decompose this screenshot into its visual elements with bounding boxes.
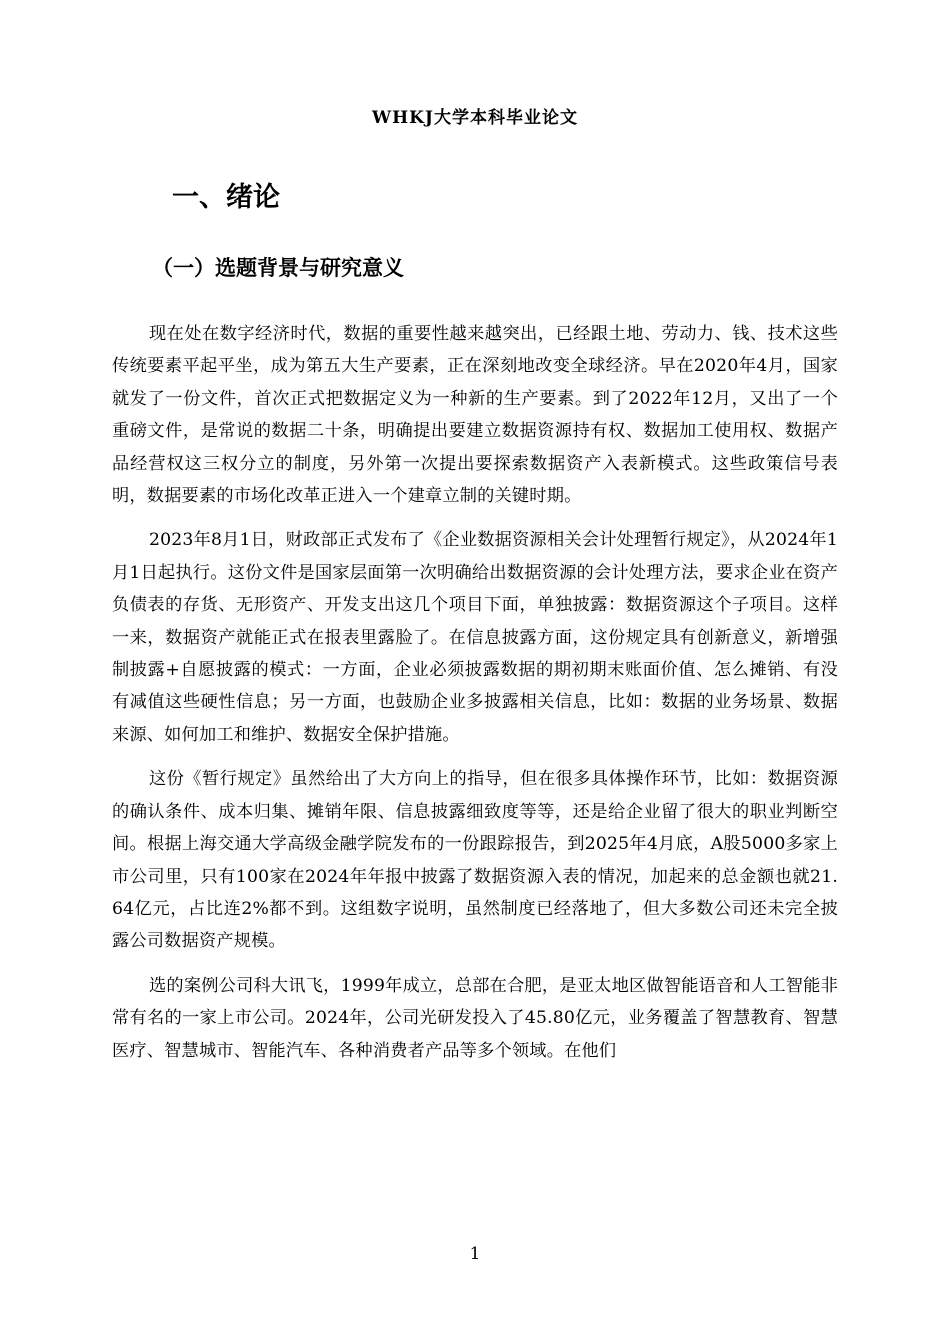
page-number: 1 [469,1244,481,1264]
body-text [112,318,838,1079]
running-header: WHKJ大学本科毕业论文 [372,108,578,128]
paragraph-3: 这份《暂行规定》虽然给出了大方向上的指导，但在很多具体操作环节，比如：数据资源的确认条件、成本归集、摊销年限、信息披露细致度等等，还是给企业留了很大的职业判断空间。根据上海交通大学高级金融学院发布的一份跟踪报告，到2025年4月底，A股5000多家上市公司里，只有100家在2024年年报中披露了数据资源入表的情况，加起来的总金额也就21. 64亿元，占比连2%都不到。这组数字说明，虽然制度已经落地了，但大多数公司还未完全披露公司数据资产规模。 [112,769,838,952]
chapter-title: 一、绪论 [172,182,280,213]
paragraph-2: 2023年8月1日，财政部正式发布了《企业数据资源相关会计处理暂行规定》，从2024年1月1日起执行。这份文件是国家层面第一次明确给出数据资源的会计处理方法，要求企业在资产负债表的存货、无形资产、开发支出这几个项目下面，单独披露：数据资源这个子项目。这样一来，数据资产就能正式在报表里露脸了。在信息披露方面，这份规定具有创新意义，新增强制披露+自愿披露的模式：一方面，企业必须披露数据的期初期末账面价值、怎么摊销、有没有减值这些硬性信息；另一方面，也鼓励企业多披露相关信息，比如：数据的业务场景、数据来源、如何加工和维护、数据安全保护措施。 [112,530,838,745]
section-title: （一）选题背景与研究意义 [152,256,404,280]
paragraph-4: 选的案例公司科大讯飞，1999年成立，总部在合肥，是亚太地区做智能语音和人工智能非常有名的一家上市公司。2024年，公司光研发投入了45.80亿元，业务覆盖了智慧教育、智慧医疗、智慧城市、智能汽车、各种消费者产品等多个领域。在他们 [112,975,838,1061]
paragraph-1: 现在处在数字经济时代，数据的重要性越来越突出，已经跟土地、劳动力、钱、技术这些传统要素平起平坐，成为第五大生产要素，正在深刻地改变全球经济。早在2020年4月，国家就发了一份文件，首次正式把数据定义为一种新的生产要素。到了2022年12月，又出了一个重磅文件，是常说的数据二十条，明确提出要建立数据资源持有权、数据加工使用权、数据产品经营权这三权分立的制度，另外第一次提出要探索数据资产入表新模式。这些政策信号表明，数据要素的市场化改革正进入一个建章立制的关键时期。 [112,324,838,507]
